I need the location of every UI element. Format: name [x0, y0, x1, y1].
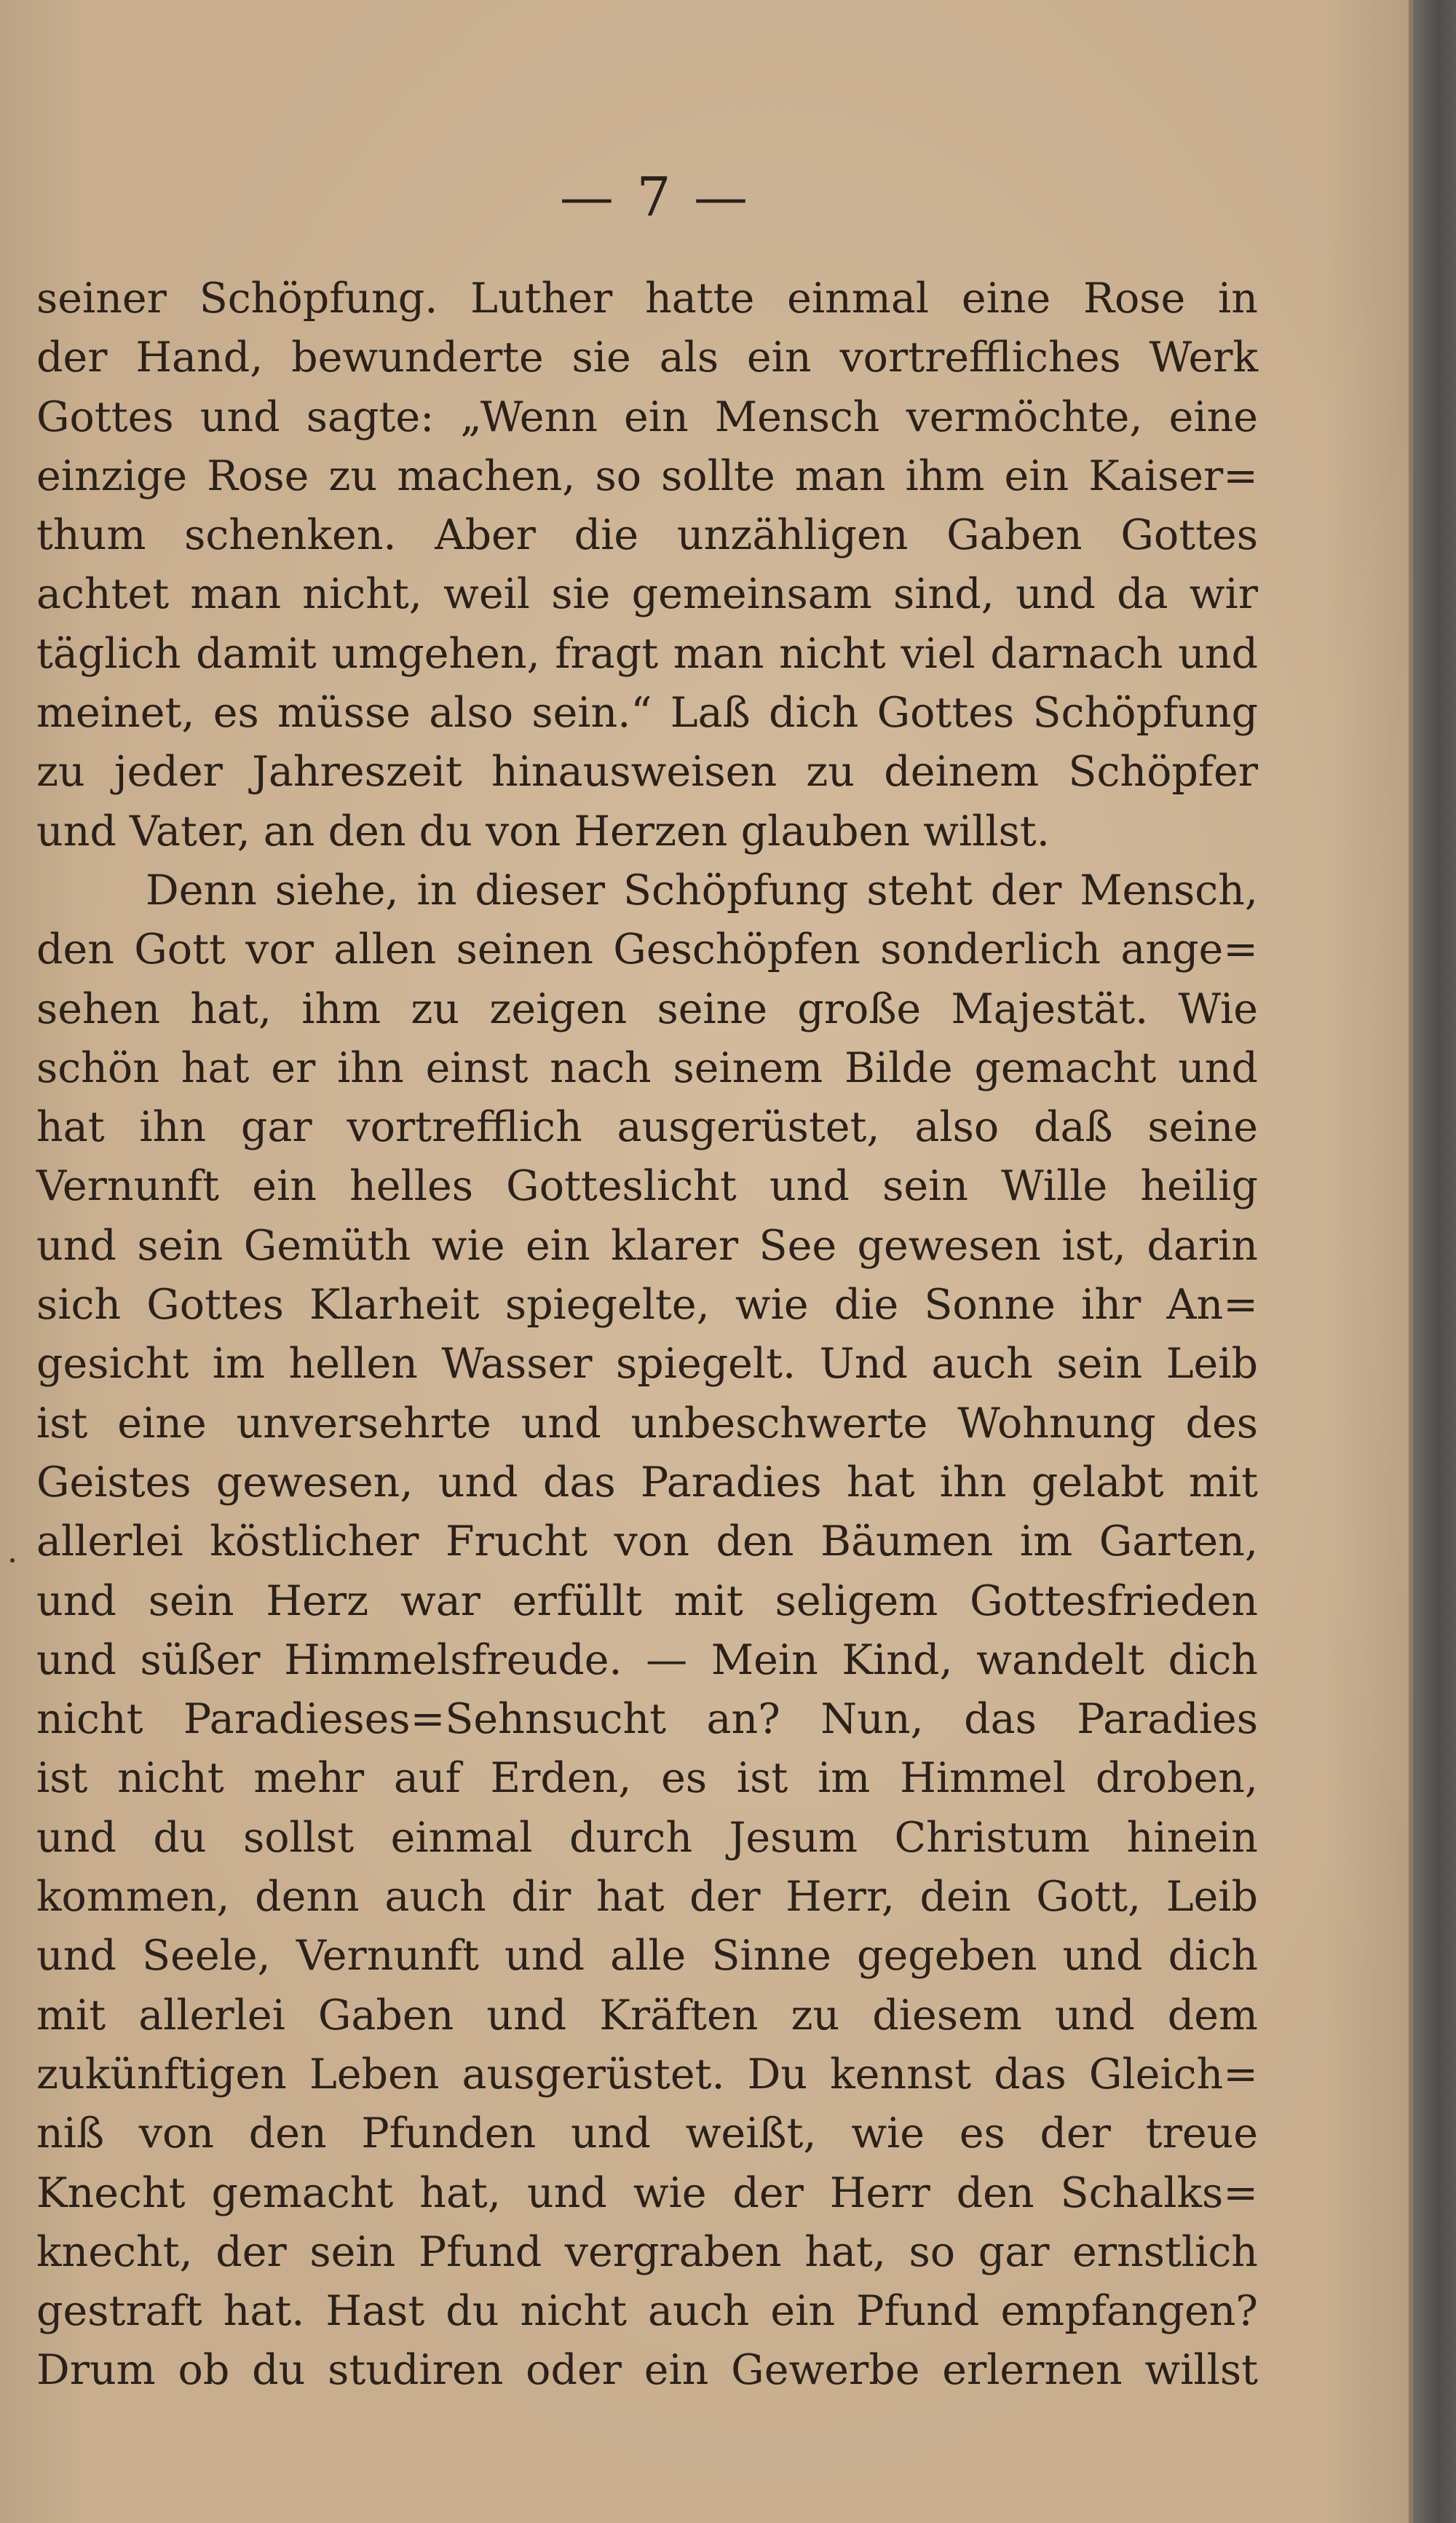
text-line: und Vater, an den du von Herzen glauben willst. — [36, 807, 1050, 856]
text-line: seiner Schöpfung. Luther hatte einmal eine Rose in — [36, 275, 1258, 323]
text-line: und süßer Himmelsfreude. — Mein Kind, wandelt dich — [36, 1635, 1258, 1684]
text-line: gestraft hat. Hast du nicht auch ein Pfund empfangen? — [36, 2287, 1258, 2336]
text-line: thum schenken. Aber die unzähligen Gaben Gottes — [36, 511, 1258, 560]
text-line: Drum ob du studiren oder ein Gewerbe erlernen willst — [36, 2346, 1258, 2395]
text-line: gesicht im hellen Wasser spiegelt. Und auch sein Leib — [36, 1340, 1258, 1389]
text-line: und sein Herz war erfüllt mit seligem Gottesfrieden — [36, 1576, 1258, 1625]
text-line: zukünftigen Leben ausgerüstet. Du kennst das Gleich= — [36, 2050, 1258, 2098]
text-line: achtet man nicht, weil sie gemeinsam sind, und da wir — [36, 570, 1258, 619]
text-line: sich Gottes Klarheit spiegelte, wie die Sonne ihr An= — [36, 1281, 1258, 1330]
text-line: hat ihn gar vortrefflich ausgerüstet, also daß seine — [36, 1103, 1258, 1152]
ink-speck — [10, 1558, 15, 1563]
text-line: den Gott vor allen seinen Geschöpfen sonderlich ange= — [36, 925, 1258, 974]
text-line: nicht Paradieses=Sehnsucht an? Nun, das Paradies — [36, 1695, 1258, 1744]
text-line: mit allerlei Gaben und Kräften zu diesem und dem — [36, 1991, 1258, 2040]
text-line: Knecht gemacht hat, und wie der Herr den Schalks= — [36, 2168, 1258, 2217]
text-line: Gottes und sagte: „Wenn ein Mensch vermöchte, eine — [36, 392, 1258, 441]
text-line: der Hand, bewunderte sie als ein vortreffliches Werk — [36, 333, 1258, 382]
scanner-edge — [1413, 0, 1456, 2523]
page-number: — 7 — — [559, 166, 751, 229]
body-text — [36, 269, 1258, 2401]
text-line: Geistes gewesen, und das Paradies hat ihn gelabt mit — [36, 1458, 1258, 1507]
text-line: Vernunft ein helles Gotteslicht und sein Wille heilig — [36, 1162, 1258, 1211]
text-line: täglich damit umgehen, fragt man nicht viel darnach und — [36, 629, 1258, 678]
text-line: und Seele, Vernunft und alle Sinne gegeben und dich — [36, 1932, 1258, 1981]
text-line: einzige Rose zu machen, so sollte man ihm ein Kaiser= — [36, 451, 1258, 500]
text-line: Denn siehe, in dieser Schöpfung steht der Mensch, — [146, 866, 1258, 915]
text-line: zu jeder Jahreszeit hinausweisen zu deinem Schöpfer — [36, 748, 1258, 797]
text-line: meinet, es müsse also sein.“ Laß dich Gottes Schöpfung — [36, 689, 1258, 738]
text-line: ist nicht mehr auf Erden, es ist im Himmel droben, — [36, 1754, 1258, 1803]
text-line: schön hat er ihn einst nach seinem Bilde gemacht und — [36, 1043, 1258, 1092]
text-line: und du sollst einmal durch Jesum Christum hinein — [36, 1813, 1258, 1862]
text-line: und sein Gemüth wie ein klarer See gewesen ist, darin — [36, 1221, 1258, 1270]
text-line: niß von den Pfunden und weißt, wie es der treue — [36, 2109, 1258, 2158]
text-line: allerlei köstlicher Frucht von den Bäumen im Garten, — [36, 1517, 1258, 1566]
text-line: sehen hat, ihm zu zeigen seine große Majestät. Wie — [36, 984, 1258, 1033]
text-line: knecht, der sein Pfund vergraben hat, so gar ernstlich — [36, 2227, 1258, 2276]
text-line: ist eine unversehrte und unbeschwerte Wohnung des — [36, 1399, 1258, 1448]
text-line: kommen, denn auch dir hat der Herr, dein Gott, Leib — [36, 1873, 1258, 1922]
